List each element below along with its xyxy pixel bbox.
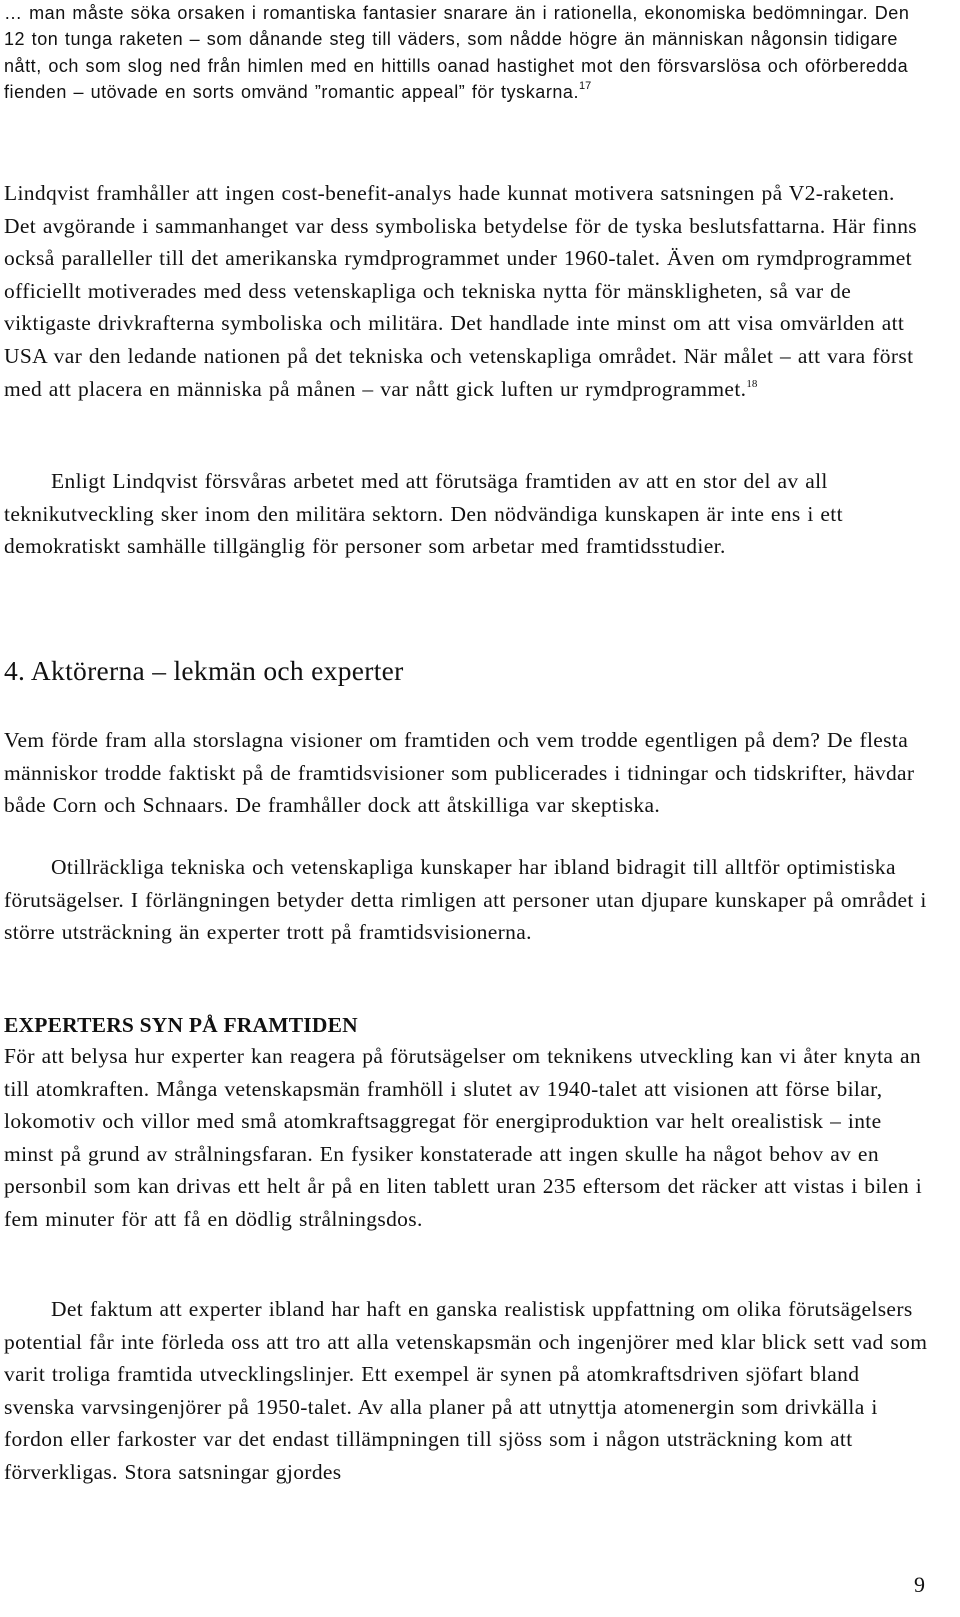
subsection-heading: EXPERTERS SYN PÅ FRAMTIDEN	[4, 1013, 358, 1037]
subsection-paragraph-text: Det faktum att experter ibland har haft en ganska realistisk uppfattning om olika förutsägelsers potential får inte förleda oss att tro att alla vetenskapsmän och ingenjörer med klar blick sett vad som varit troliga framtida utvecklingslinjer. Ett exempel är synen på atomkraftsdriven sjöfart bland svenska varvsingenjörer på 1950-talet. Av alla planer på att utnyttja atomenergin som drivkälla i fordon eller farkoster var det endast tillämpningen till sjöss som i någon utsträckning kom att förverkligas. Stora satsningar gjordes	[4, 1297, 928, 1484]
section-paragraph-indented	[4, 851, 932, 949]
subsection-paragraph-indented	[4, 1293, 932, 1489]
intro-text: Lindqvist framhåller att ingen cost-benefit-analys hade kunnat motivera satsningen på V2-raketen. Det avgörande i sammanhanget var dess symboliska betydelse för de tyska beslutsfattarna. Här finns också paralleller till det amerikanska rymdprogrammet under 1960-talet. Även om rymdprogrammet officiellt motiverades med dess vetenskapliga och tekniska nytta för mänskligheten, så var de viktigaste drivkrafterna symboliska och militära. Det handlade inte minst om att visa omvärlden att USA var den ledande nationen på det tekniska och vetenskapliga området. När målet – att vara först med att placera en människa på månen – var nått gick luften ur rymdprogrammet.	[4, 181, 918, 401]
footnote-marker: 18	[746, 377, 758, 390]
quote-text: … man måste söka orsaken i romantiska fantasier snarare än i rationella, ekonomiska bedömningar. Den 12 ton tunga raketen – som dånande steg till väders, som nådde högre än människan någonsin tidigare nått, och som slog ned från himlen med en hittills oanad hastighet mot den försvarslösa och oförberedda fienden – utövade en sorts omvänd ”romantic appeal” för tyskarna.	[4, 3, 910, 102]
subsection-paragraph-text: För att belysa hur experter kan reagera på förutsägelser om teknikens utveckling kan vi åter knyta an till atomkraften. Många vetenskapsmän framhöll i slutet av 1940-talet att visionen att förse bilar, lokomotiv och villor med små atomkraftsaggregat för energiproduktion var helt orealistisk – inte minst på grund av strålningsfaran. En fysiker konstaterade att ingen skulle ha något behov av en personbil som kan drivas ett helt år på en liten tablett uran 235 eftersom det räcker att vistas i bilen i fem minuter för att få en dödlig strålningsdos.	[4, 1044, 923, 1231]
page-number: 9	[914, 1572, 925, 1597]
intro2-text: Enligt Lindqvist försvåras arbetet med att förutsäga framtiden av att en stor del av all teknikutveckling sker inom den militära sektorn. Den nödvändiga kunskapen är inte ens i ett demokratiskt samhälle tillgänglig för personer som arbetar med framtidsstudier.	[4, 469, 843, 559]
intro-paragraph-continued	[4, 465, 932, 563]
intro-paragraph	[4, 177, 932, 405]
section-paragraph	[4, 724, 932, 822]
section-paragraph-text: Otillräckliga tekniska och vetenskapliga kunskaper har ibland bidragit till alltför optimistiska förutsägelser. I förlängningen betyder detta rimligen att personer utan djupare kunskaper på området i större utsträckning än experter trott på framtidsvisionerna.	[4, 855, 927, 945]
section-paragraph-text: Vem förde fram alla storslagna visioner om framtiden och vem trodde egentligen på dem? De flesta människor trodde faktiskt på de framtidsvisioner som publicerades i tidningar och tidskrifter, hävdar både Corn och Schnaars. De framhåller dock att åtskilliga var skeptiska.	[4, 728, 915, 818]
block-quote	[4, 0, 932, 105]
footnote-marker: 17	[579, 79, 592, 92]
subsection-paragraph	[4, 1040, 932, 1236]
section-heading: 4. Aktörerna – lekmän och experter	[4, 655, 404, 686]
